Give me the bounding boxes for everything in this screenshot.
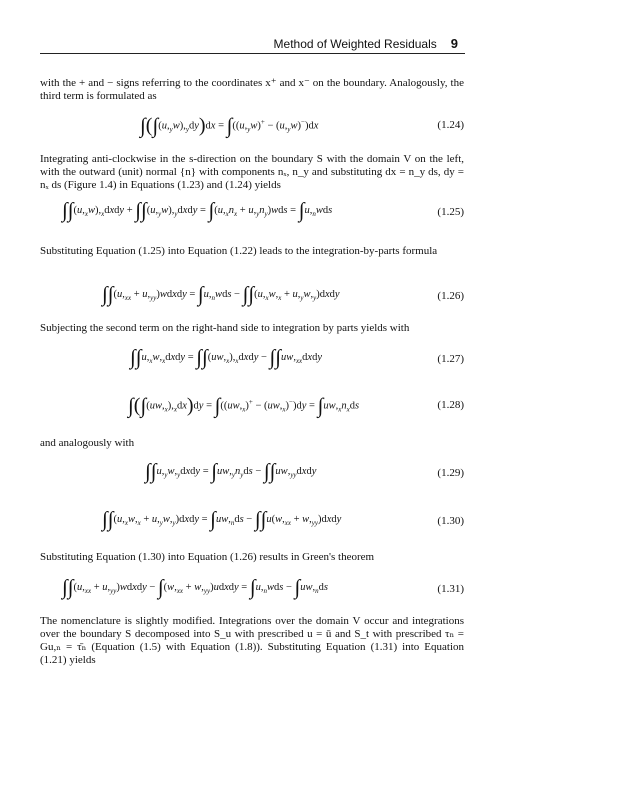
equation-1-30 xyxy=(40,508,464,536)
running-header xyxy=(40,36,458,51)
paragraph-3: Substituting Equation (1.25) into Equation (1.22) leads to the integration-by-parts formula xyxy=(40,245,438,257)
equation-1-26 xyxy=(40,283,464,311)
equation-body: $\int\int(u,_{xx}$ + $u,_{yy})wdxdy = \int u,_nwds - \int\int(u,_xw,_x$ + $u,_yw,_y)dxdy$ xyxy=(102,282,340,306)
equation-body: $\int\int(u,_xw,_x$ + $u,_yw,_y)dxdy = \int uw,_nds - \int\int u(w,_{xx}$ + $w,_{yy})dxdy$ xyxy=(102,507,342,531)
paragraph-4: Subjecting the second term on the right-hand side to integration by parts yields with xyxy=(40,322,410,334)
equation-number: (1.26) xyxy=(437,290,464,302)
equation-body: $\int(\int(u,_yw),_ydy)dx = \int((u,_yw)^+ - (u,_yw)^-)dx$ xyxy=(140,113,319,138)
equation-body: $\int\int u,_yw,_ydxdy = \int uw,_yn_yds$ − $\int\int uw,_{yy}dxdy$ xyxy=(145,459,317,483)
paragraph-7: The nomenclature is slightly modified. Integrations over the domain V occur and integrations over the boundary S decomposed into S_u with prescribed u = ū and S_t with prescribed τₙ = Gu,ₙ = τ̄ₙ (Equation (1.5) with Equation (1.8)). Substituting Equation (1.31) into Equation (1.21) yields xyxy=(40,615,464,666)
equation-number: (1.25) xyxy=(437,206,464,218)
equation-number: (1.24) xyxy=(437,119,464,131)
paragraph-5: and analogously with xyxy=(40,437,135,449)
equation-1-28 xyxy=(40,392,464,420)
equation-body: $\int(\int(uw,_x),_xdx)dy = \int((uw,_x)^+ - (uw,_x)^-)dy = \int uw,_xn_xds$ xyxy=(128,393,360,418)
paragraph-2: Integrating anti-clockwise in the s-direction on the boundary S with the domain V on the left, with the outward (unit) normal {n} with components nₓ, n_y and substituting dx = n_y ds, dy = nₓ ds (Figure 1.4) in Equations (1.23) and (1.24) yields xyxy=(40,153,464,191)
equation-1-27 xyxy=(40,346,464,374)
header-title: Method of Weighted Residuals xyxy=(273,37,437,51)
equation-1-25 xyxy=(40,199,464,227)
equation-1-29 xyxy=(40,460,464,488)
equation-number: (1.27) xyxy=(437,353,464,365)
equation-1-24 xyxy=(40,112,464,140)
equation-number: (1.29) xyxy=(437,467,464,479)
paragraph-1: with the + and − signs referring to the coordinates x⁺ and x⁻ on the boundary. Analogously, the third term is formulated as xyxy=(40,77,464,102)
equation-body: $\int\int u,_xw,_xdxdy$ = $\int\int(uw,_x),_xdxdy$ − $\int\int uw,_{xx}dxdy$ xyxy=(130,345,322,369)
header-rule xyxy=(40,53,465,54)
paragraph-6: Substituting Equation (1.30) into Equation (1.26) results in Green's theorem xyxy=(40,551,375,563)
equation-number: (1.30) xyxy=(437,515,464,527)
equation-number: (1.28) xyxy=(437,399,464,411)
equation-body: $\int\int(u,_xw),_xdxdy$ + $\int\int(u,_yw),_ydxdy = \int(u,_xn_x + u,_yn_y)wds = \int u,_nwds$ xyxy=(62,198,333,222)
equation-number: (1.31) xyxy=(437,583,464,595)
equation-body: $\int\int(u,_{xx}$ + $u,_{yy})wdxdy - \int(w,_{xx}$ + $w,_{yy})udxdy = \int u,_nwds - \int uw,_nds$ xyxy=(62,575,328,599)
page-number: 9 xyxy=(450,36,458,51)
equation-1-31 xyxy=(40,576,464,604)
